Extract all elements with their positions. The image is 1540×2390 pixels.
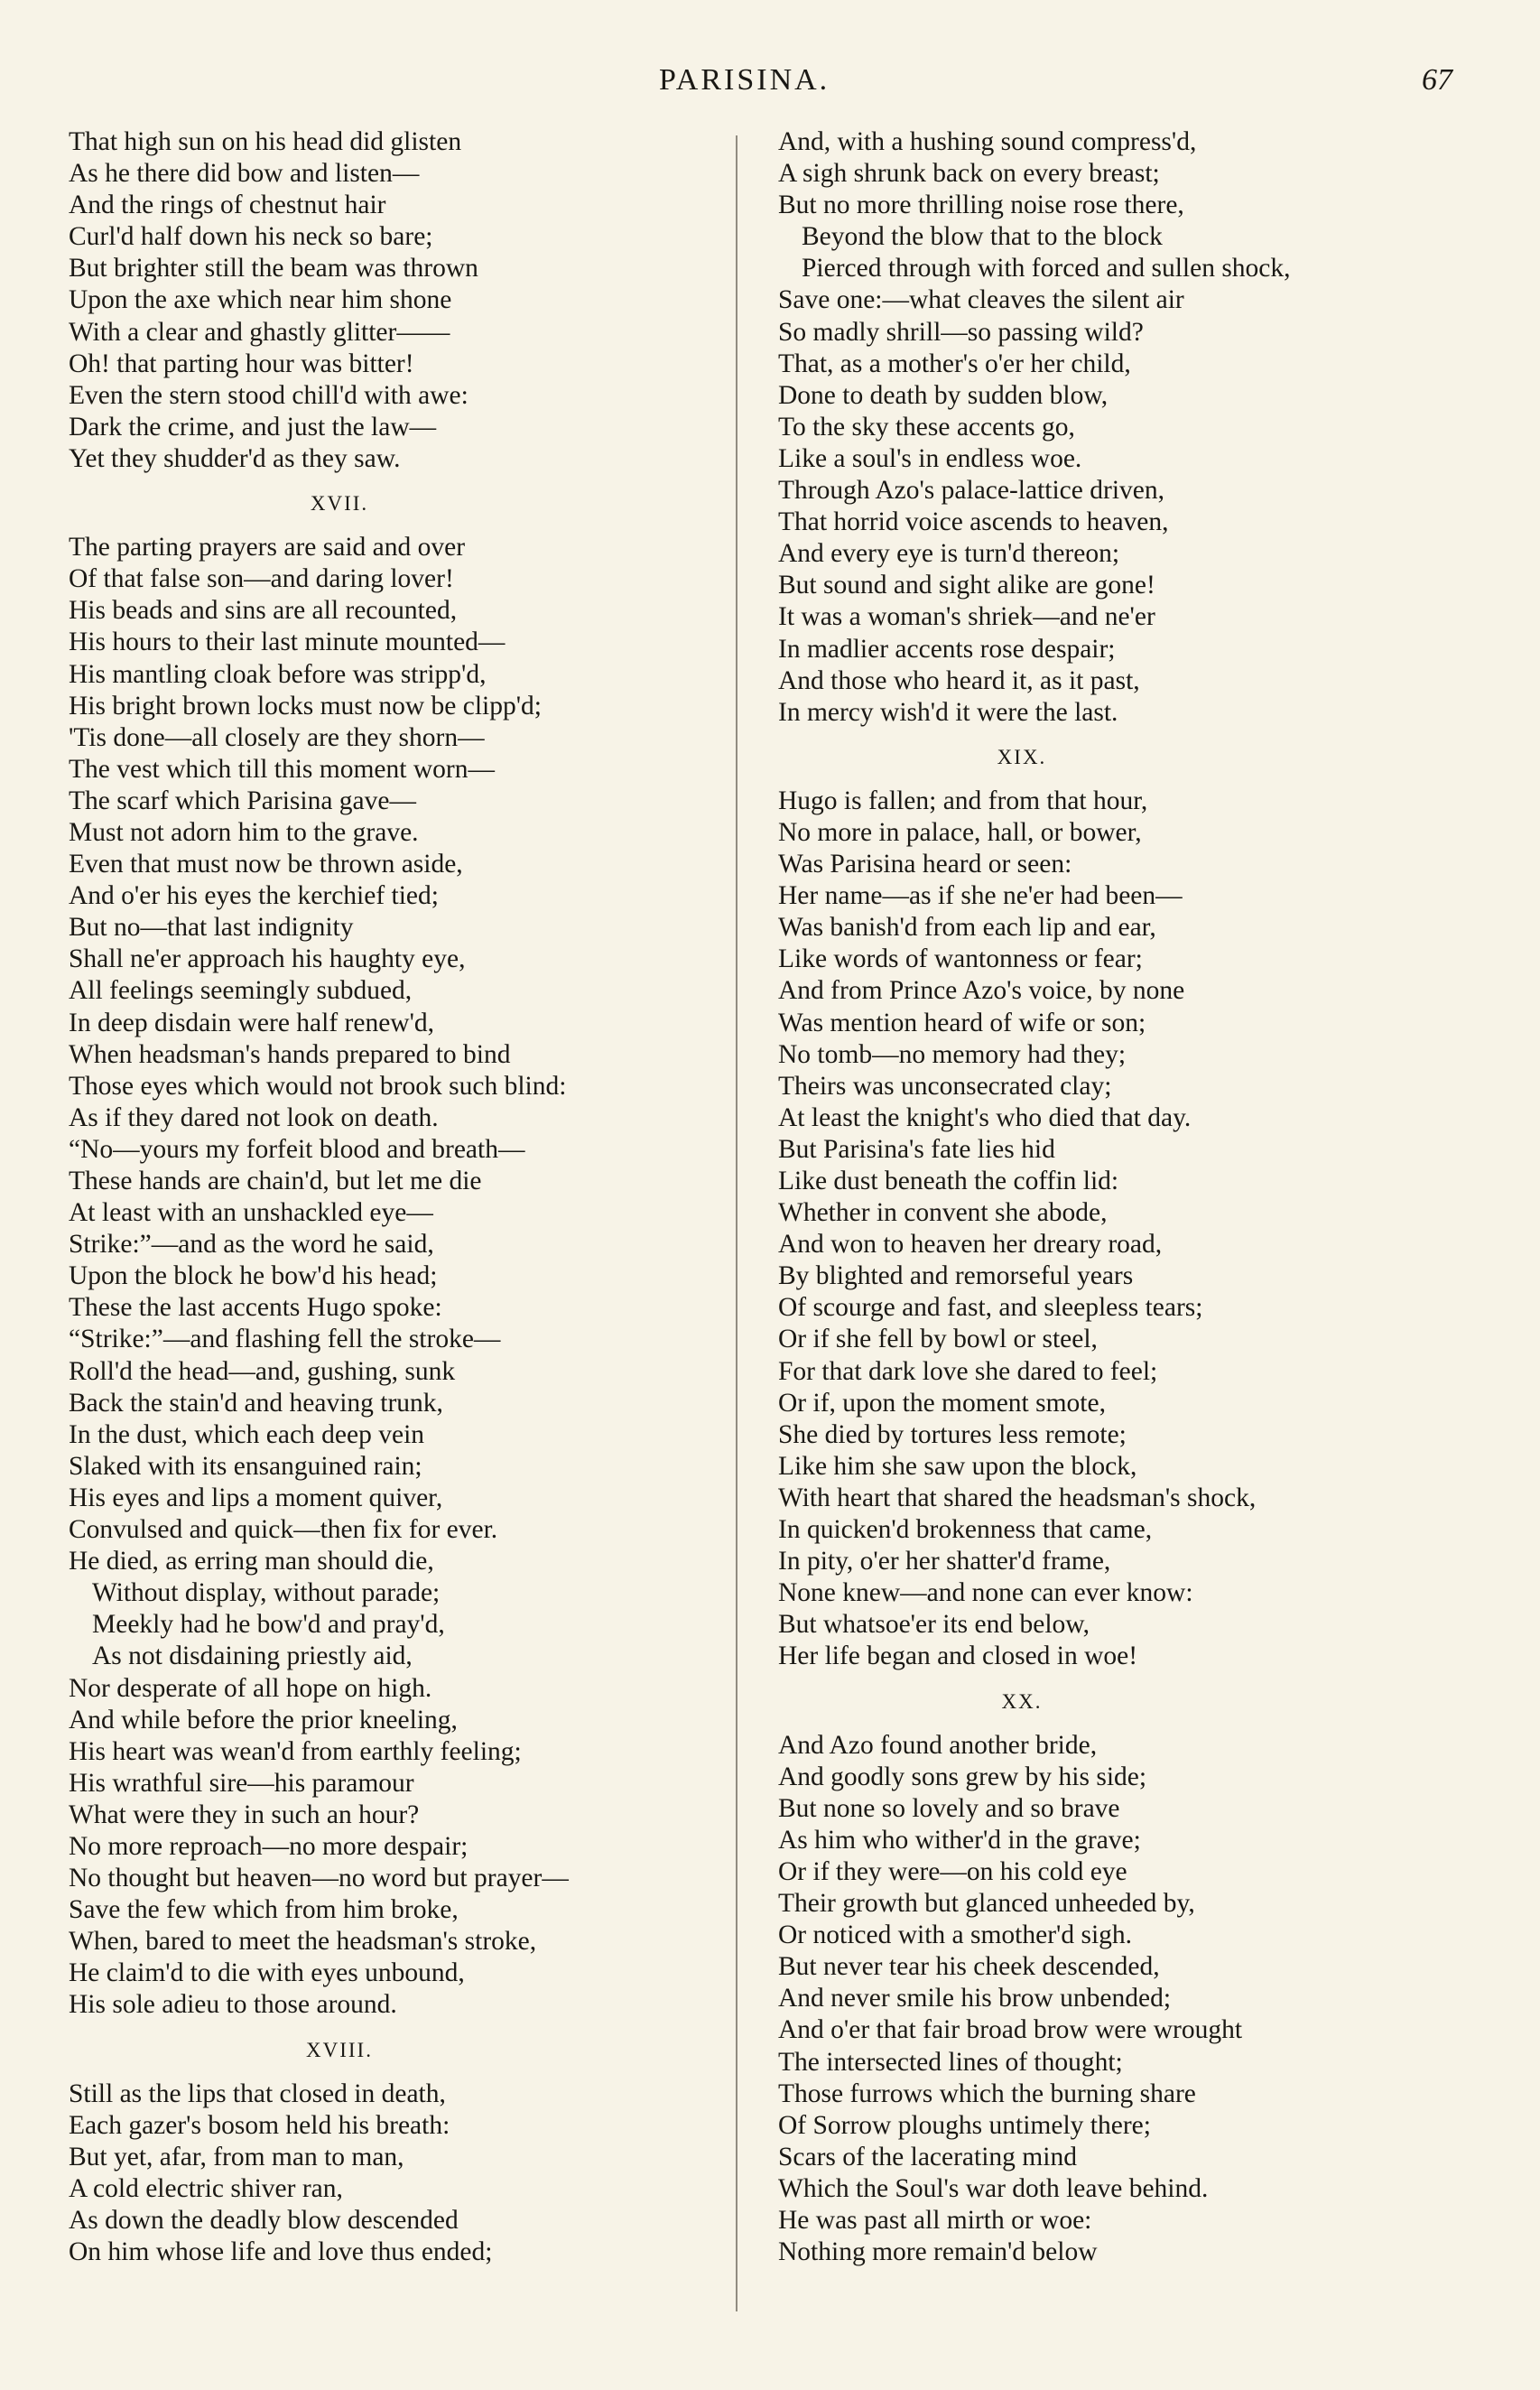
- verse-line: Meekly had he bow'd and pray'd,: [92, 1610, 445, 1640]
- verse-line: The parting prayers are said and over: [69, 533, 466, 563]
- verse-line: It was a woman's shriek—and ne'er: [778, 602, 1155, 632]
- verse-line: But no—that last indignity: [69, 913, 354, 943]
- verse-line: And won to heaven her dreary road,: [778, 1230, 1163, 1260]
- verse-line: Save one:—what cleaves the silent air: [778, 285, 1184, 315]
- verse-line: His heart was wean'd from earthly feeling;: [69, 1736, 522, 1766]
- verse-line: For that dark love she dared to feel;: [778, 1356, 1158, 1386]
- verse-line: Pierced through with forced and sullen shock,: [802, 254, 1291, 284]
- verse-line: His hours to their last minute mounted—: [69, 628, 506, 657]
- section-heading-xix: XIX.: [997, 745, 1047, 768]
- verse-line: His mantling cloak before was stripp'd,: [69, 659, 487, 689]
- verse-line: Upon the block he bow'd his head;: [69, 1261, 438, 1291]
- verse-line: Save the few which from him broke,: [69, 1895, 459, 1925]
- verse-line: Dark the crime, and just the law—: [69, 412, 437, 442]
- running-head: [0, 63, 1540, 108]
- verse-line: Each gazer's bosom held his breath:: [69, 2110, 450, 2140]
- verse-line: When headsman's hands prepared to bind: [69, 1039, 511, 1069]
- verse-line: 'Tis done—all closely are they shorn—: [69, 722, 485, 752]
- verse-line: Like dust beneath the coffin lid:: [778, 1167, 1119, 1195]
- verse-line: And never smile his brow unbended;: [778, 1984, 1172, 2013]
- section-heading-xvii: XVII.: [310, 492, 369, 516]
- verse-line: And every eye is turn'd thereon;: [778, 539, 1120, 569]
- verse-line: Like words of wantonness or fear;: [778, 944, 1143, 974]
- verse-line: So madly shrill—so passing wild?: [778, 317, 1144, 347]
- verse-line: With a clear and ghastly glitter——: [69, 317, 450, 347]
- verse-line: That, as a mother's o'er her child,: [778, 349, 1131, 378]
- verse-line: His beads and sins are all recounted,: [69, 596, 458, 626]
- verse-line: Yet they shudder'd as they saw.: [69, 443, 401, 473]
- verse-line: In mercy wish'd it were the last.: [778, 697, 1118, 727]
- verse-line: His eyes and lips a moment quiver,: [69, 1483, 443, 1512]
- verse-line: As down the deadly blow descended: [69, 2206, 459, 2235]
- verse-line: No tomb—no memory had they;: [778, 1039, 1127, 1069]
- verse-line: As him who wither'd in the grave;: [778, 1825, 1141, 1855]
- verse-line: He died, as erring man should die,: [69, 1547, 434, 1576]
- verse-line: Or noticed with a smother'd sigh.: [778, 1920, 1133, 1950]
- stanza-xx: [778, 1730, 1482, 2269]
- verse-line: As he there did bow and listen—: [69, 159, 420, 189]
- verse-line: That high sun on his head did glisten: [69, 127, 462, 156]
- verse-line: To the sky these accents go,: [778, 412, 1075, 442]
- verse-line: And goodly sons grew by his side;: [778, 1762, 1147, 1791]
- verse-line: Still as the lips that closed in death,: [69, 2078, 446, 2108]
- stanza-continuation: [69, 126, 737, 475]
- verse-line: A sigh shrunk back on every breast;: [778, 159, 1160, 189]
- verse-line: Her life began and closed in woe!: [778, 1641, 1138, 1671]
- verse-line: Strike:”—and as the word he said,: [69, 1230, 434, 1260]
- verse-line: And, with a hushing sound compress'd,: [778, 127, 1197, 156]
- verse-line: Nothing more remain'd below: [778, 2237, 1098, 2267]
- verse-line: And from Prince Azo's voice, by none: [778, 976, 1185, 1006]
- verse-line: Even that must now be thrown aside,: [69, 850, 463, 879]
- verse-line: Their growth but glanced unheeded by,: [778, 1889, 1195, 1919]
- verse-line: Of that false son—and daring lover!: [69, 564, 454, 594]
- verse-line: Of Sorrow ploughs untimely there;: [778, 2110, 1151, 2140]
- verse-line: None knew—and none can ever know:: [778, 1578, 1193, 1608]
- verse-line: As if they dared not look on death.: [69, 1102, 439, 1132]
- stanza-xix: [778, 786, 1482, 1673]
- verse-line: When, bared to meet the headsman's stroke,: [69, 1927, 537, 1957]
- verse-line: No more reproach—no more despair;: [69, 1831, 468, 1861]
- verse-line: Nor desperate of all hope on high.: [69, 1673, 432, 1703]
- verse-line: These the last accents Hugo spoke:: [69, 1293, 442, 1323]
- verse-line: Which the Soul's war doth leave behind.: [778, 2173, 1209, 2203]
- verse-line: Was banish'd from each lip and ear,: [778, 913, 1156, 943]
- verse-line: What were they in such an hour?: [69, 1799, 420, 1829]
- verse-line: In quicken'd brokenness that came,: [778, 1515, 1153, 1545]
- verse-line: By blighted and remorseful years: [778, 1261, 1134, 1291]
- verse-line: He claim'd to die with eyes unbound,: [69, 1958, 465, 1988]
- verse-line: Like him she saw upon the block,: [778, 1451, 1137, 1481]
- verse-line: As not disdaining priestly aid,: [92, 1641, 413, 1671]
- verse-line: Scars of the lacerating mind: [778, 2142, 1077, 2171]
- verse-line: But no more thrilling noise rose there,: [778, 191, 1184, 220]
- verse-line: Upon the axe which near him shone: [69, 285, 452, 315]
- verse-line: In the dust, which each deep vein: [69, 1419, 425, 1449]
- verse-line: And the rings of chestnut hair: [69, 191, 386, 220]
- verse-line: In pity, o'er her shatter'd frame,: [778, 1547, 1111, 1576]
- verse-line: The vest which till this moment worn—: [69, 754, 495, 784]
- running-head-title: PARISINA.: [659, 63, 830, 97]
- verse-line: Those eyes which would not brook such blind:: [69, 1071, 567, 1101]
- verse-line: Whether in convent she abode,: [778, 1198, 1108, 1228]
- verse-line: Without display, without parade;: [92, 1578, 441, 1608]
- verse-line: Was mention heard of wife or son;: [778, 1008, 1146, 1037]
- verse-line: Through Azo's palace-lattice driven,: [778, 476, 1164, 506]
- verse-line: Roll'd the head—and, gushing, sunk: [69, 1356, 456, 1386]
- stanza-xvii: [69, 532, 737, 2021]
- verse-line: That horrid voice ascends to heaven,: [778, 507, 1169, 537]
- verse-line: These hands are chain'd, but let me die: [69, 1167, 482, 1195]
- verse-line: Done to death by sudden blow,: [778, 380, 1109, 410]
- verse-line: In madlier accents rose despair;: [778, 634, 1116, 664]
- verse-line: Even the stern stood chill'd with awe:: [69, 380, 468, 410]
- verse-line: At least with an unshackled eye—: [69, 1198, 433, 1228]
- verse-line: Those furrows which the burning share: [778, 2078, 1196, 2108]
- verse-line: And Azo found another bride,: [778, 1730, 1098, 1760]
- verse-line: But never tear his cheek descended,: [778, 1952, 1160, 1982]
- section-heading-xx: XX.: [1001, 1689, 1043, 1713]
- verse-line: His bright brown locks must now be clipp'd;: [69, 691, 542, 721]
- verse-line: But whatsoe'er its end below,: [778, 1610, 1090, 1640]
- verse-line: All feelings seemingly subdued,: [69, 976, 413, 1006]
- verse-line: Hugo is fallen; and from that hour,: [778, 786, 1148, 815]
- verse-line: But Parisina's fate lies hid: [778, 1134, 1055, 1164]
- verse-line: Back the stain'd and heaving trunk,: [69, 1388, 443, 1418]
- stanza-xviii: [69, 2078, 737, 2269]
- verse-line: His sole adieu to those around.: [69, 1990, 397, 2020]
- verse-line: Curl'd half down his neck so bare;: [69, 222, 433, 252]
- verse-line: And o'er his eyes the kerchief tied;: [69, 881, 439, 911]
- verse-line: Like a soul's in endless woe.: [778, 443, 1082, 473]
- verse-line: At least the knight's who died that day.: [778, 1102, 1192, 1132]
- verse-line: Of scourge and fast, and sleepless tears;: [778, 1293, 1203, 1323]
- verse-line: Oh! that parting hour was bitter!: [69, 349, 414, 378]
- verse-line: But brighter still the beam was thrown: [69, 254, 478, 284]
- verse-line: With heart that shared the headsman's shock,: [778, 1483, 1257, 1512]
- verse-line: Or if they were—on his cold eye: [778, 1856, 1127, 1886]
- verse-line: On him whose life and love thus ended;: [69, 2237, 493, 2267]
- verse-line: She died by tortures less remote;: [778, 1419, 1127, 1449]
- verse-line: A cold electric shiver ran,: [69, 2173, 343, 2203]
- verse-line: “Strike:”—and flashing fell the stroke—: [69, 1325, 501, 1354]
- verse-line: Slaked with its ensanguined rain;: [69, 1451, 422, 1481]
- verse-line: He was past all mirth or woe:: [778, 2206, 1092, 2235]
- verse-line: And those who heard it, as it past,: [778, 665, 1140, 695]
- right-column: [778, 126, 1482, 2268]
- verse-line: Shall ne'er approach his haughty eye,: [69, 944, 466, 974]
- verse-line: And o'er that fair broad brow were wrought: [778, 2015, 1243, 2045]
- section-heading-xviii: XVIII.: [306, 2038, 373, 2061]
- verse-line: No more in palace, hall, or bower,: [778, 817, 1142, 847]
- verse-line: His wrathful sire—his paramour: [69, 1768, 414, 1798]
- verse-line: And while before the prior kneeling,: [69, 1705, 458, 1734]
- verse-line: But none so lovely and so brave: [778, 1793, 1120, 1823]
- verse-line: But sound and sight alike are gone!: [778, 571, 1155, 600]
- verse-line: Her name—as if she ne'er had been—: [778, 881, 1183, 911]
- verse-line: The intersected lines of thought;: [778, 2047, 1123, 2077]
- verse-line: In deep disdain were half renew'd,: [69, 1008, 435, 1037]
- left-column: [69, 126, 737, 2268]
- verse-line: Was Parisina heard or seen:: [778, 850, 1072, 879]
- verse-line: Convulsed and quick—then fix for ever.: [69, 1515, 498, 1545]
- verse-line: Must not adorn him to the grave.: [69, 817, 419, 847]
- verse-line: Or if she fell by bowl or steel,: [778, 1325, 1098, 1354]
- page-number: 67: [1422, 63, 1452, 97]
- stanza-continuation: [778, 126, 1482, 729]
- verse-line: “No—yours my forfeit blood and breath—: [69, 1134, 525, 1164]
- verse-line: Beyond the blow that to the block: [802, 222, 1163, 252]
- column-divider: [736, 135, 738, 2311]
- verse-line: Theirs was unconsecrated clay;: [778, 1071, 1112, 1101]
- verse-line: But yet, afar, from man to man,: [69, 2142, 404, 2171]
- verse-line: No thought but heaven—no word but prayer—: [69, 1864, 569, 1893]
- verse-line: The scarf which Parisina gave—: [69, 786, 416, 815]
- verse-line: Or if, upon the moment smote,: [778, 1388, 1106, 1418]
